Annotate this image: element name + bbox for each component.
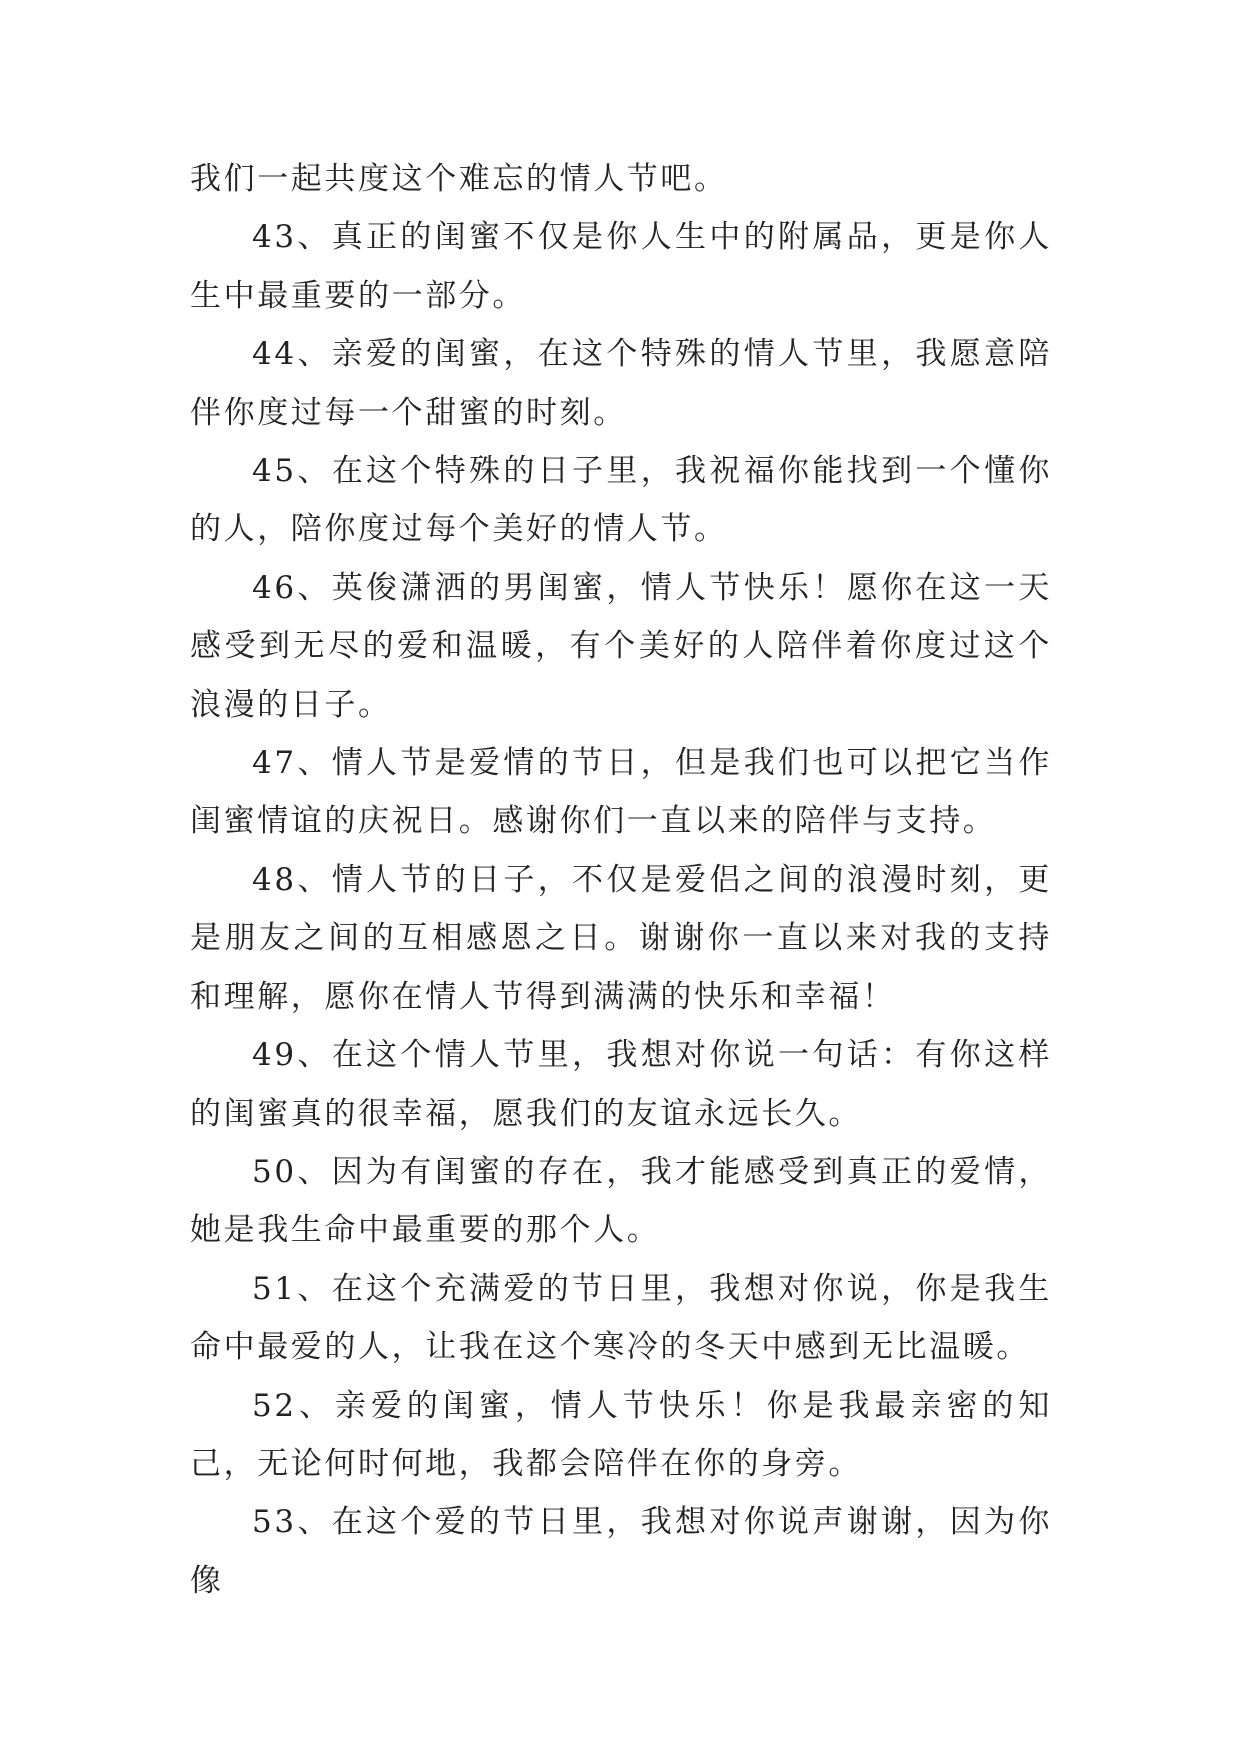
paragraph-45: 45、在这个特殊的日子里，我祝福你能找到一个懂你的人，陪你度过每个美好的情人节。 xyxy=(190,453,1052,548)
paragraph-continued: 我们一起共度这个难忘的情人节吧。 xyxy=(190,161,728,197)
paragraph-48: 48、情人节的日子，不仅是爱侣之间的浪漫时刻，更是朋友之间的互相感恩之日。谢谢你一直以来对我的支持和理解，愿你在情人节得到满满的快乐和幸福！ xyxy=(190,861,1052,1015)
paragraph-47: 47、情人节是爱情的节日，但是我们也可以把它当作闺蜜情谊的庆祝日。感谢你们一直以来的陪伴与支持。 xyxy=(190,745,1052,840)
paragraph-53: 53、在这个爱的节日里，我想对你说声谢谢，因为你像 xyxy=(190,1504,1052,1599)
document-page xyxy=(190,150,1052,1610)
paragraph-49: 49、在这个情人节里，我想对你说一句话：有你这样的闺蜜真的很幸福，愿我们的友谊永远长久。 xyxy=(190,1037,1052,1132)
paragraph-43: 43、真正的闺蜜不仅是你人生中的附属品，更是你人生中最重要的一部分。 xyxy=(190,219,1052,314)
paragraph-51: 51、在这个充满爱的节日里，我想对你说，你是我生命中最爱的人，让我在这个寒冷的冬天中感到无比温暖。 xyxy=(190,1270,1052,1366)
paragraph-50: 50、因为有闺蜜的存在，我才能感受到真正的爱情，她是我生命中最重要的那个人。 xyxy=(190,1153,1052,1249)
paragraph-44: 44、亲爱的闺蜜，在这个特殊的情人节里，我愿意陪伴你度过每一个甜蜜的时刻。 xyxy=(190,336,1052,431)
paragraph-52: 52、亲爱的闺蜜，情人节快乐！你是我最亲密的知己，无论何时何地，我都会陪伴在你的身旁。 xyxy=(190,1387,1052,1482)
paragraph-46: 46、英俊潇洒的男闺蜜，情人节快乐！愿你在这一天感受到无尽的爱和温暖，有个美好的人陪伴着你度过这个浪漫的日子。 xyxy=(190,569,1052,723)
